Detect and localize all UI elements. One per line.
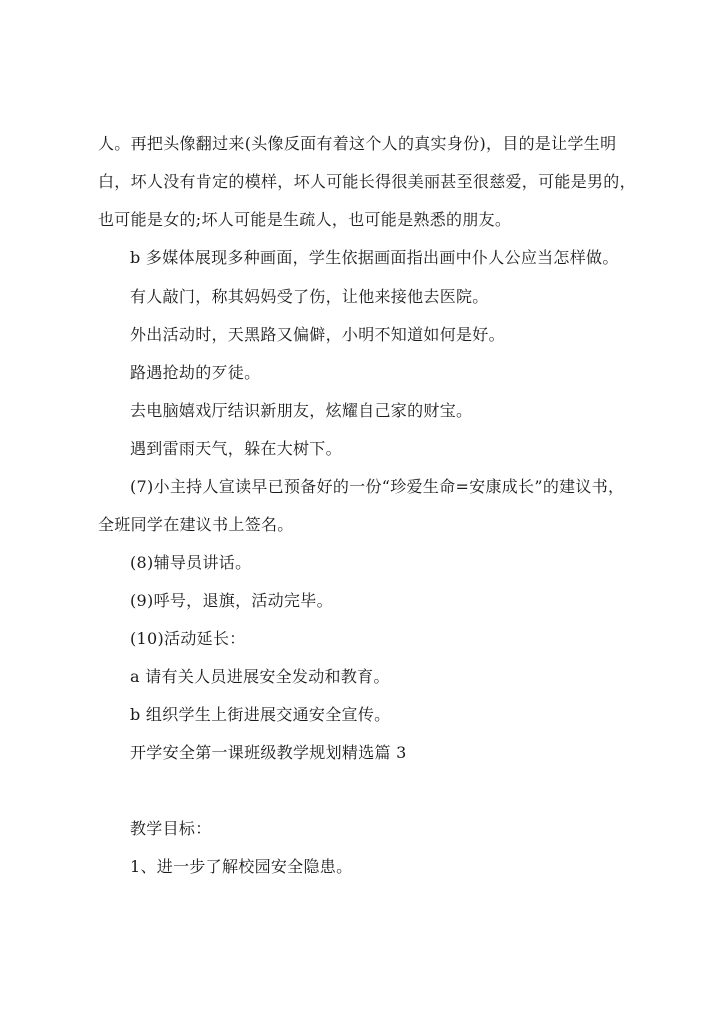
- paragraph-line: 1、进一步了解校园安全隐患。: [130, 857, 353, 876]
- paragraph-line: a 请有关人员进展安全发动和教育。: [130, 667, 390, 686]
- paragraph-line: b 多媒体展现多种画面，学生依据画面指出画中仆人公应当怎样做。: [130, 248, 619, 267]
- paragraph-line: 路遇抢劫的歹徒。: [130, 363, 261, 382]
- paragraph-line: 遇到雷雨天气，躲在大树下。: [130, 439, 342, 458]
- paragraph-line: 外出活动时，天黑路又偏僻，小明不知道如何是好。: [130, 325, 505, 344]
- paragraph-line: 去电脑嬉戏厅结识新朋友，炫耀自己家的财宝。: [130, 401, 473, 420]
- paragraph-line: 教学目标：: [130, 819, 212, 838]
- paragraph-line: 全班同学在建议书上签名。: [98, 515, 294, 534]
- paragraph-line: (8)辅导员讲话。: [130, 553, 252, 572]
- paragraph-line: (10)活动延长：: [130, 629, 246, 648]
- paragraph-line: 人。再把头像翻过来(头像反面有着这个人的真实身份)，目的是让学生明: [98, 134, 617, 153]
- paragraph-line: (7)小主持人宣读早已预备好的一份“珍爱生命=安康成长”的建议书，: [130, 477, 625, 496]
- paragraph-line: 白，坏人没有肯定的模样，坏人可能长得很美丽甚至很慈爱，可能是男的，: [98, 172, 636, 191]
- paragraph-line: (9)呼号，退旗，活动完毕。: [130, 591, 333, 610]
- paragraph-line: 也可能是女的;坏人可能是生疏人，也可能是熟悉的朋友。: [98, 210, 512, 229]
- section-heading: 开学安全第一课班级教学规划精选篇 3: [130, 743, 407, 762]
- paragraph-line: 有人敲门，称其妈妈受了伤，让他来接他去医院。: [130, 287, 489, 306]
- paragraph-line: b 组织学生上街进展交通安全宣传。: [130, 705, 391, 724]
